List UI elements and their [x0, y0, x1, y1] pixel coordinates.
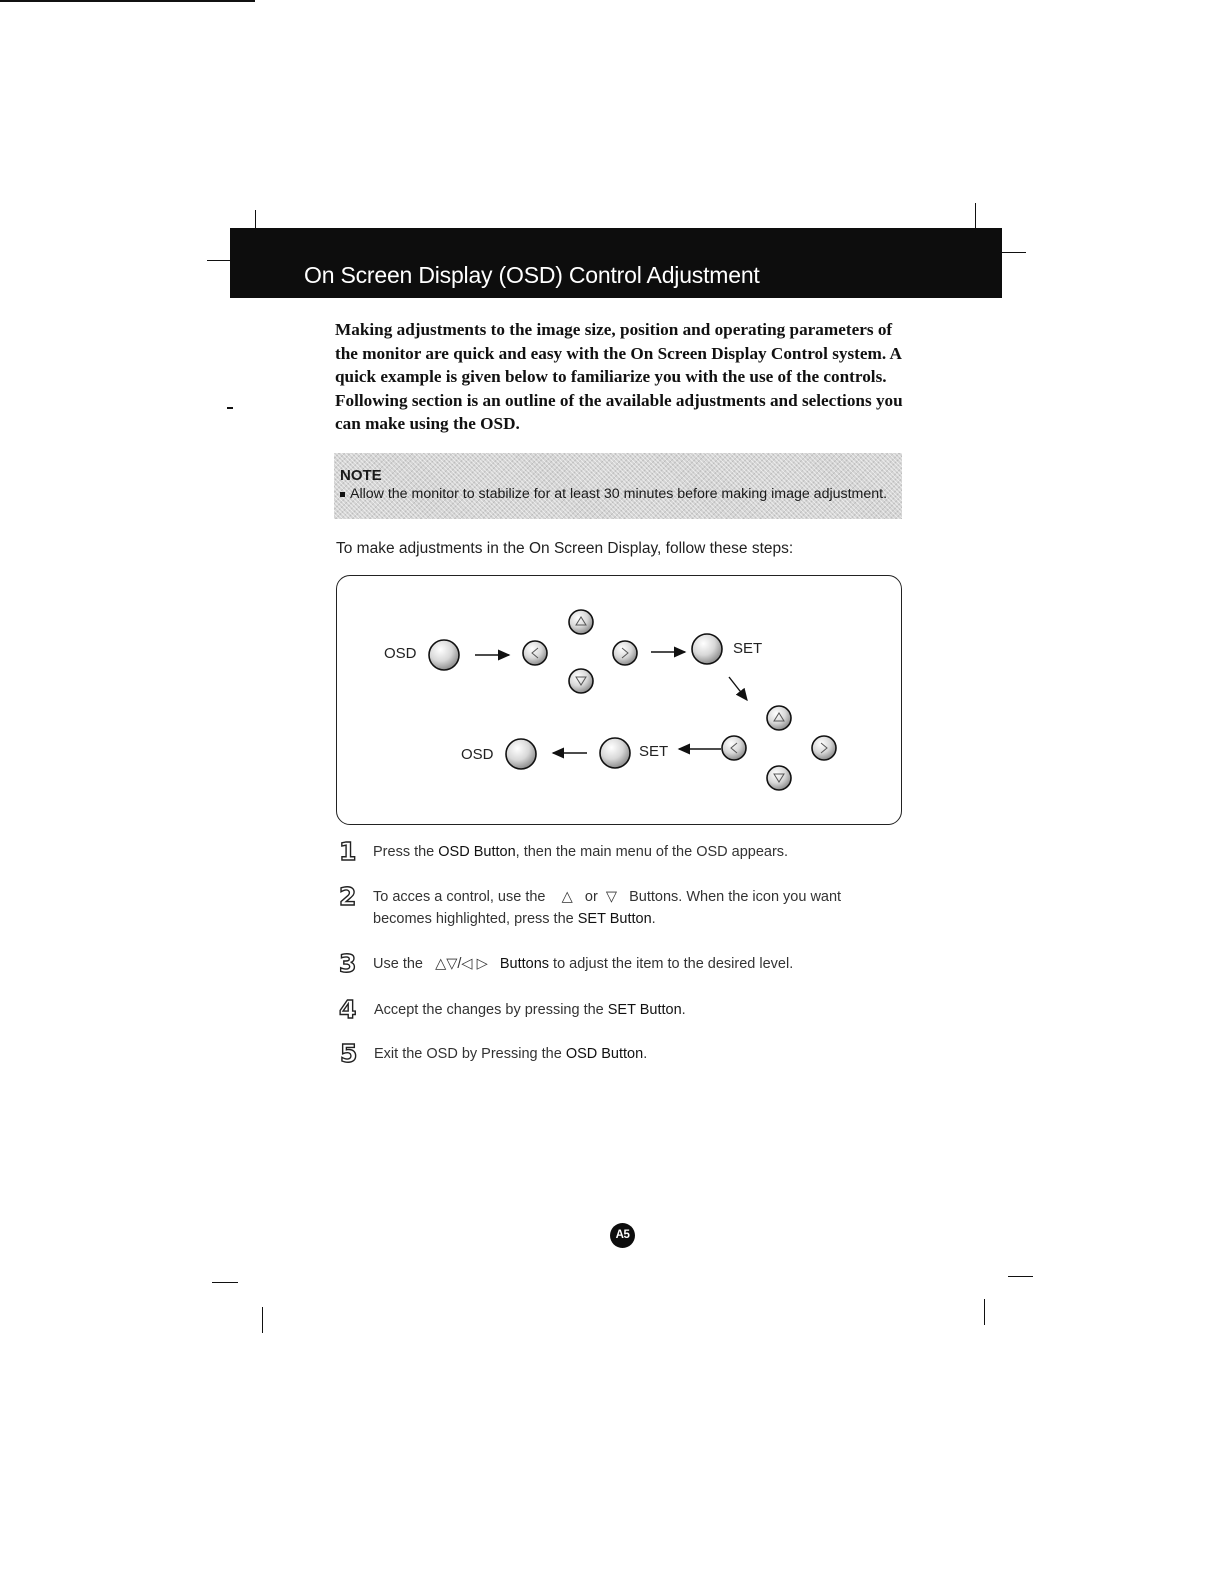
section-header [230, 228, 1002, 298]
crop-mark-bottom-right-h [1008, 1276, 1033, 1277]
set-button-label: SET Button [577, 911, 652, 927]
osd-button-icon [506, 739, 536, 769]
osd-button-label: OSD Button [565, 1046, 644, 1062]
right-button-icon [812, 736, 836, 760]
left-button-icon [722, 736, 746, 760]
steps-intro: To make adjustments in the On Screen Display, follow these steps: [336, 540, 794, 557]
down-triangle-icon: ▽ [605, 889, 617, 905]
set-label: SET [733, 640, 763, 657]
step-text-part: Buttons. When the icon you want [629, 889, 842, 905]
osd-flow-diagram [336, 575, 902, 825]
step-text-part: . [681, 1002, 686, 1018]
left-button-icon [523, 641, 547, 665]
osd-button-icon [429, 640, 459, 670]
step-3-text [373, 953, 793, 975]
set-label: SET [639, 743, 669, 760]
page-title: On Screen Display (OSD) Control Adjustment [304, 262, 760, 288]
osd-label: OSD [461, 746, 494, 763]
step-text-part: , then the main menu of the OSD appears. [515, 844, 789, 860]
step-2-text [373, 886, 903, 930]
crop-mark-top-edge [0, 0, 255, 2]
step-number-5: 5 [340, 1039, 358, 1068]
step-text-part: to adjust the item to the desired level. [553, 956, 794, 972]
step-number-3: 3 [339, 949, 357, 978]
step-2-line-1 [373, 886, 903, 908]
right-button-icon [613, 641, 637, 665]
scan-speck [227, 407, 233, 409]
up-button-icon [767, 706, 791, 730]
step-number-1: 1 [339, 837, 357, 866]
bullet-icon [340, 492, 345, 497]
step-text-part: . [643, 1046, 648, 1062]
intro-paragraph: Making adjustments to the image size, position and operating parameters of the monitor are quick and easy with the On Screen Display Control system. A quick example is given below to familiarize you with the use of the controls. Following section is an outline of the available adjustments and selections you can make using the OSD. [335, 320, 903, 433]
crop-mark-bottom-left-h [212, 1282, 238, 1283]
step-text-part: becomes highlighted, press the [373, 911, 578, 927]
note-item [340, 486, 887, 502]
note-text: Allow the monitor to stabilize for at least 30 minutes before making image adjustment. [350, 486, 888, 502]
up-triangle-icon: △ [561, 889, 573, 905]
step-5-text [374, 1043, 647, 1065]
arrow-down-right-icon [729, 677, 747, 700]
step-text-part: Exit the OSD by Pressing the [374, 1046, 566, 1062]
up-button-icon [569, 610, 593, 634]
step-number-2: 2 [339, 882, 357, 911]
page-number-badge: A5 [610, 1223, 635, 1248]
osd-button-label: OSD Button [438, 844, 516, 860]
set-button-icon [692, 634, 722, 664]
buttons-label: Buttons [499, 956, 550, 972]
step-2-line-2 [373, 908, 903, 930]
crop-mark-right [1002, 252, 1026, 253]
down-button-icon [569, 669, 593, 693]
step-text-part: To acces a control, use the [373, 889, 546, 905]
crop-mark-bottom-left-v [262, 1307, 263, 1333]
note-box [334, 453, 902, 519]
set-button-icon [600, 738, 630, 768]
flow-diagram-graphic [337, 576, 903, 826]
crop-mark-bottom-right-v [984, 1299, 985, 1325]
step-text-part: or [584, 889, 598, 905]
step-text-part: . [651, 911, 656, 927]
osd-label: OSD [384, 645, 417, 662]
step-text-part: Accept the changes by pressing the [374, 1002, 608, 1018]
step-number-4: 4 [339, 995, 357, 1024]
down-button-icon [767, 766, 791, 790]
step-text-part: Use the [373, 956, 423, 972]
note-title: NOTE [340, 467, 382, 484]
step-4-text [374, 999, 686, 1021]
crop-mark-top-right [975, 203, 976, 229]
crop-mark-left [207, 260, 231, 261]
arrow-buttons-icon: △▽/◁ ▷ [435, 956, 488, 972]
step-1-text [373, 841, 788, 863]
set-button-label: SET Button [607, 1002, 682, 1018]
step-text-part: Press the [373, 844, 439, 860]
